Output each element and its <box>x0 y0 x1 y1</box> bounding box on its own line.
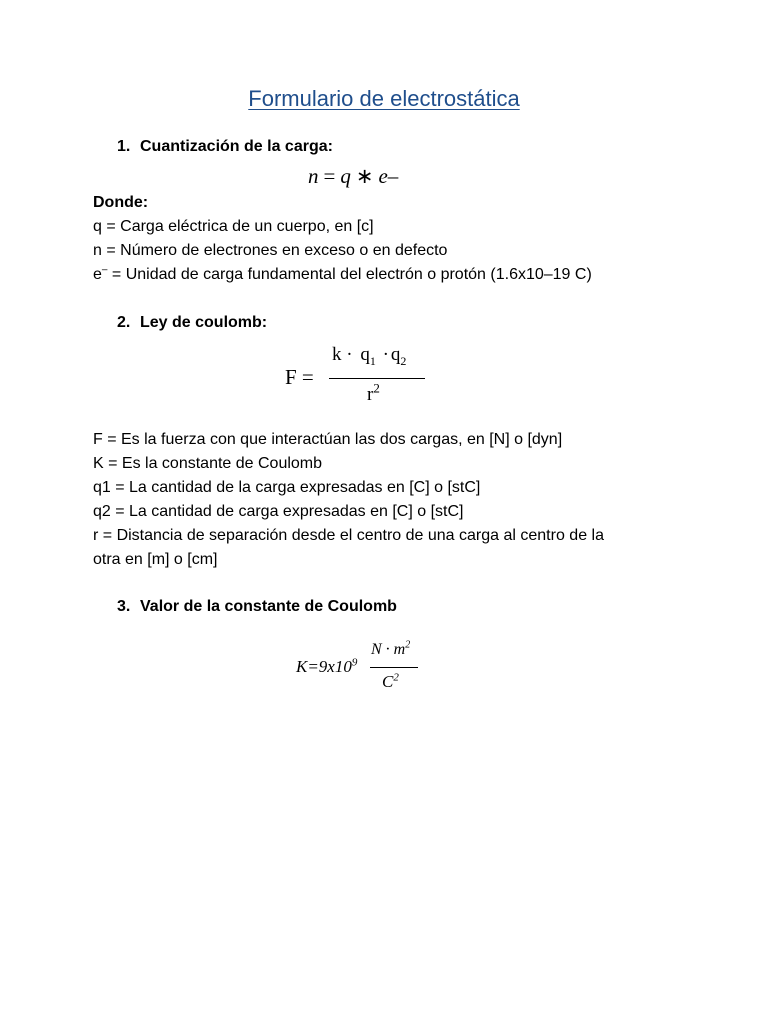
section-heading-2 <box>117 314 267 332</box>
section-number: 3. <box>117 598 131 615</box>
definition-text: = Unidad de carga fundamental del electrón o protón (1.6x10–19 C) <box>107 266 592 283</box>
symbol-e: e <box>93 266 102 283</box>
num-sup: 2 <box>405 639 411 651</box>
definition-line: q = Carga eléctrica de un cuerpo, en [c] <box>93 218 374 235</box>
where-label: Donde: <box>93 194 149 211</box>
formula-symbol: n <box>308 164 319 188</box>
definition-line: F = Es la fuerza con que interactúan las dos cargas, en [N] o [dyn] <box>93 431 563 448</box>
section-heading-1 <box>117 138 333 156</box>
formula-numerator <box>371 641 410 659</box>
definition-line: otra en [m] o [cm] <box>93 551 218 568</box>
section-title: Cuantización de la carga: <box>140 138 333 155</box>
section-title: Valor de la constante de Coulomb <box>140 598 397 615</box>
definition-line: r = Distancia de separación desde el centro de una carga al centro de la <box>93 527 604 544</box>
exponent: 9 <box>351 656 358 669</box>
formula-lhs <box>296 657 357 677</box>
den-sup: 2 <box>393 671 399 684</box>
formula-denominator <box>367 380 380 406</box>
formula-denominator <box>382 672 399 692</box>
numerator-k: k · <box>332 344 353 365</box>
definition-line: n = Número de electrones en exceso o en defecto <box>93 242 448 259</box>
symbol-e-sup: – <box>101 264 108 276</box>
sub-1: 1 <box>369 353 376 368</box>
den-sup: 2 <box>373 380 380 396</box>
denominator-c: C <box>382 672 394 691</box>
constant-value: K=9x10 <box>296 657 352 676</box>
numerator-units: N · m <box>371 641 406 658</box>
sub-2: 2 <box>400 353 407 368</box>
section-title: Ley de coulomb: <box>140 314 268 331</box>
formula-operator: = <box>323 164 336 188</box>
formula-lhs: F = <box>285 365 314 389</box>
definition-line-e <box>93 266 592 284</box>
formula-coulomb <box>285 340 445 410</box>
numerator-dot: · <box>382 344 389 365</box>
page-title: Formulario de electrostática <box>248 86 520 111</box>
formula-operator: ∗ <box>355 164 374 188</box>
definition-line: K = Es la constante de Coulomb <box>93 455 323 472</box>
formula-numerator <box>332 344 406 369</box>
formula-symbol: e– <box>378 164 399 188</box>
formula-quantization <box>308 164 398 189</box>
formula-symbol: q <box>340 164 351 188</box>
section-heading-3 <box>117 598 397 616</box>
definition-line: q1 = La cantidad de la carga expresadas en [C] o [stC] <box>93 479 481 496</box>
fraction-bar <box>329 378 425 379</box>
fraction-bar <box>370 667 418 668</box>
numerator-q2: q <box>390 344 401 365</box>
section-number: 1. <box>117 138 131 155</box>
numerator-q1: q <box>360 344 370 365</box>
denominator-r: r <box>367 384 374 405</box>
formula-coulomb-constant <box>296 640 436 700</box>
section-number: 2. <box>117 314 131 331</box>
definition-line: q2 = La cantidad de carga expresadas en [C] o [stC] <box>93 503 464 520</box>
